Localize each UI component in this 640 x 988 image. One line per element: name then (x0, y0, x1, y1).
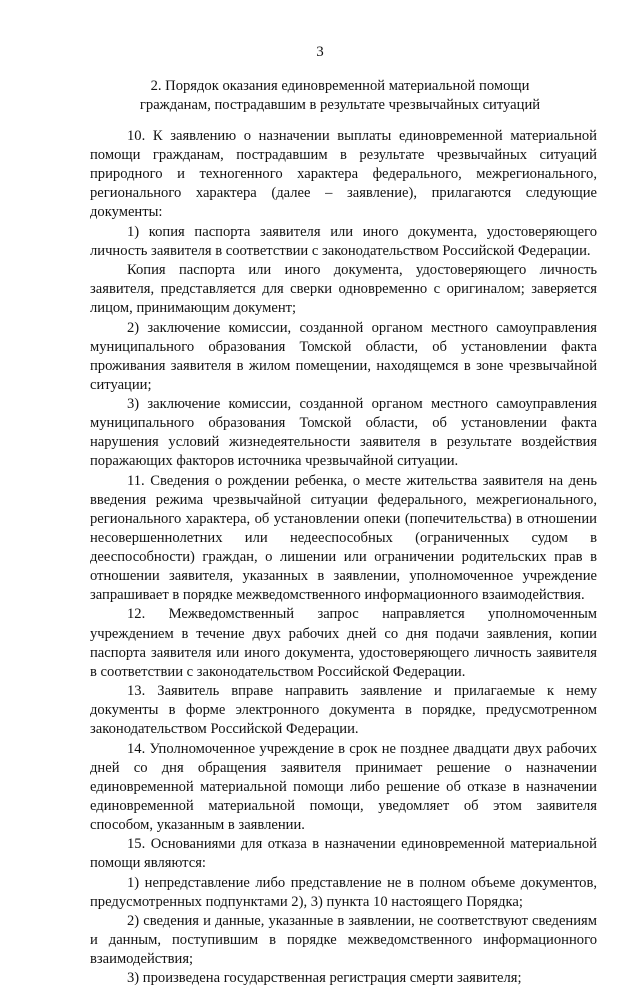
paragraph-10-item-2: 2) заключение комиссии, созданной органом местного самоуправления муниципального образования Томской области, об установлении факта проживания заявителя в жилом помещении, находящемся в зоне чрезвычайной ситуации; (90, 319, 597, 393)
paragraph-15: 15. Основаниями для отказа в назначении единовременной материальной помощи являются: (90, 836, 597, 872)
section-heading-line-2: гражданам, пострадавшим в результате чрезвычайных ситуаций (139, 97, 541, 114)
paragraph-12: 12. Межведомственный запрос направляется уполномоченным учреждением в течение двух рабочих дней со дня подачи заявления, копии паспорта заявителя или иного документа, удостоверяющего личность заявителя в соответствии с законодательством Российской Федерации. (90, 606, 597, 680)
paragraph-10-copy-note: Копия паспорта или иного документа, удостоверяющего личность заявителя, представляется для сверки одновременно с оригиналом; заверяется лицом, принимающим документ; (90, 262, 597, 317)
paragraph-10-item-1: 1) копия паспорта заявителя или иного документа, удостоверяющего личность заявителя в соответствии с законодательством Российской Федерации. (90, 223, 597, 259)
document-body (90, 127, 597, 988)
paragraph-11: 11. Сведения о рождении ребенка, о месте жительства заявителя на день введения режима чрезвычайной ситуации федерального, межрегионального, регионального характера, об установлении опеки (попечительства) в отношении несовершеннолетних или недееспособных (ограниченных судом в дееспособности) граждан, о лишении или ограничении родительских прав в отношении заявителя, указанных в заявлении, уполномоченное учреждение запрашивает в порядке межведомственного информационного взаимодействия. (90, 472, 597, 604)
paragraph-10: 10. К заявлению о назначении выплаты единовременной материальной помощи гражданам, пострадавшим в результате чрезвычайных ситуаций природного и техногенного характера федерального, межрегионального, регионального характера (далее – заявление), прилагаются следующие документы: (90, 128, 597, 221)
paragraph-15-item-1: 1) непредставление либо представление не в полном объеме документов, предусмотренных подпунктами 2), 3) пункта 10 настоящего Порядка; (90, 874, 597, 910)
paragraph-10-item-3: 3) заключение комиссии, созданной органом местного самоуправления муниципального образования Томской области, об установлении факта нарушения условий жизнедеятельности заявителя в результате воздействия поражающих факторов источника чрезвычайной ситуации. (90, 396, 597, 470)
section-heading (90, 77, 590, 115)
paragraph-15-item-2: 2) сведения и данные, указанные в заявлении, не соответствуют сведениям и данным, поступившим в порядке межведомственного информационного взаимодействия; (90, 912, 597, 968)
page-number: 3 (316, 44, 324, 60)
paragraph-14: 14. Уполномоченное учреждение в срок не позднее двадцати двух рабочих дней со дня обращения заявителя принимает решение о назначении единовременной материальной помощи либо решение об отказе в назначении единовременной материальной помощи, уведомляет об этом заявителя способом, указанным в заявлении. (90, 740, 597, 833)
section-heading-line-1: 2. Порядок оказания единовременной материальной помощи (150, 78, 530, 94)
paragraph-15-item-3: 3) произведена государственная регистрация смерти заявителя; (127, 970, 522, 987)
paragraph-13: 13. Заявитель вправе направить заявление и прилагаемые к нему документы в форме электронного документа в порядке, предусмотренном законодательством Российской Федерации. (90, 683, 597, 738)
